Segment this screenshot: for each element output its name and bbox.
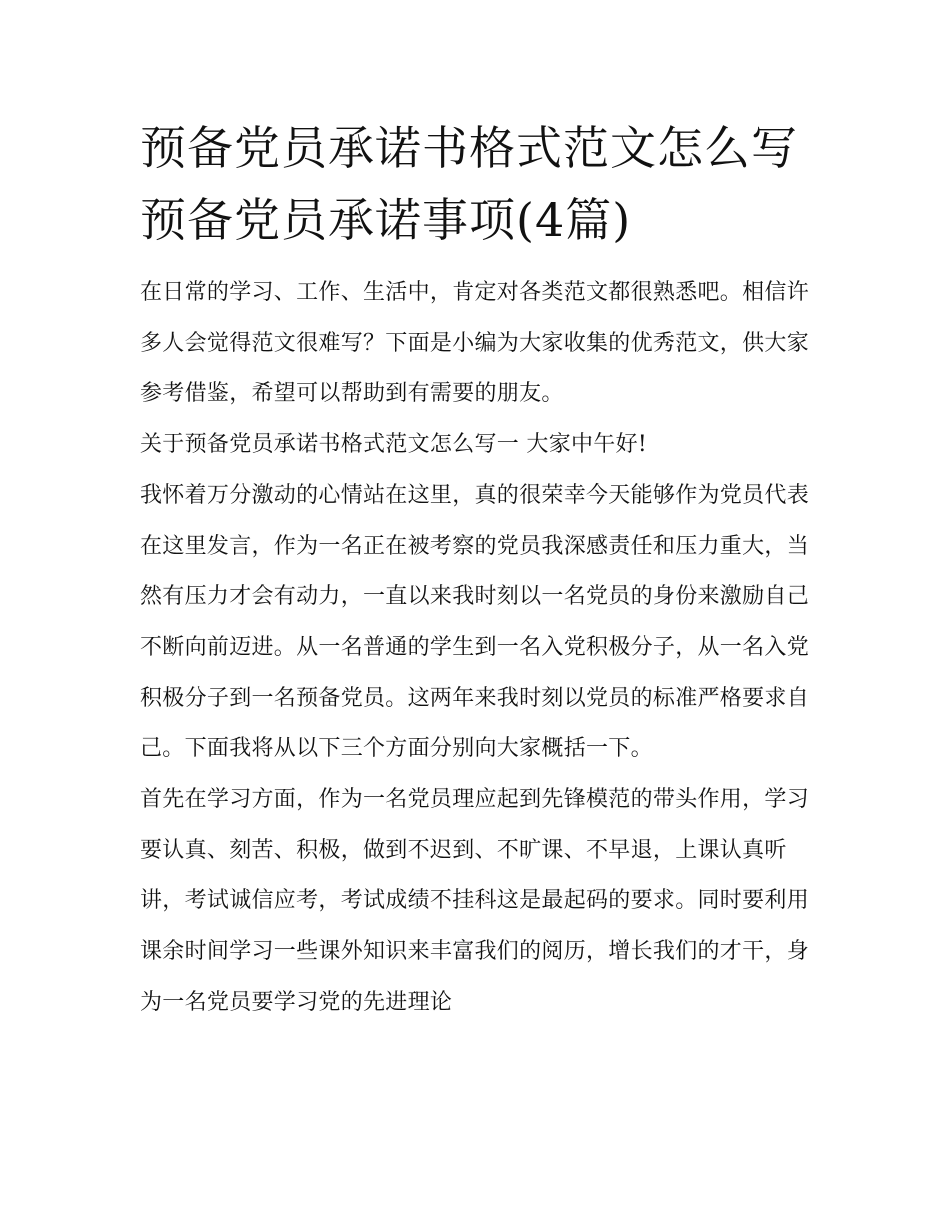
paragraph-section-heading: 关于预备党员承诺书格式范文怎么写一 大家中午好!: [140, 432, 648, 458]
paragraph-speech-opening: 我怀着万分激动的心情站在这里，真的很荣幸今天能够作为党员代表在这里发言，作为一名正在被考察的党员我深感责任和压力重大，当然有压力才会有动力，一直以来我时刻以一名党员的身份来激励自己不断向前迈进。从一名普通的学生到一名入党积极分子，从一名入党积极分子到一名预备党员。这两年来我时刻以党员的标准严格要求自己。下面我将从以下三个方面分别向大家概括一下。: [140, 482, 810, 762]
document-body: [140, 268, 815, 1029]
paragraph-study: 首先在学习方面，作为一名党员理应起到先锋模范的带头作用，学习要认真、刻苦、积极，做到不迟到、不旷课、不早退，上课认真听讲，考试诚信应考，考试成绩不挂科这是最起码的要求。同时要利用课余时间学习一些课外知识来丰富我们的阅历，增长我们的才干，身为一名党员要学习党的先进理论: [140, 787, 810, 1015]
document-title: 预备党员承诺书格式范文怎么写 预备党员承诺事项(4篇): [140, 121, 798, 247]
document-page: [140, 112, 815, 1029]
paragraph-intro: 在日常的学习、工作、生活中，肯定对各类范文都很熟悉吧。相信许多人会觉得范文很难写？下面是小编为大家收集的优秀范文，供大家参考借鉴，希望可以帮助到有需要的朋友。: [140, 280, 810, 407]
